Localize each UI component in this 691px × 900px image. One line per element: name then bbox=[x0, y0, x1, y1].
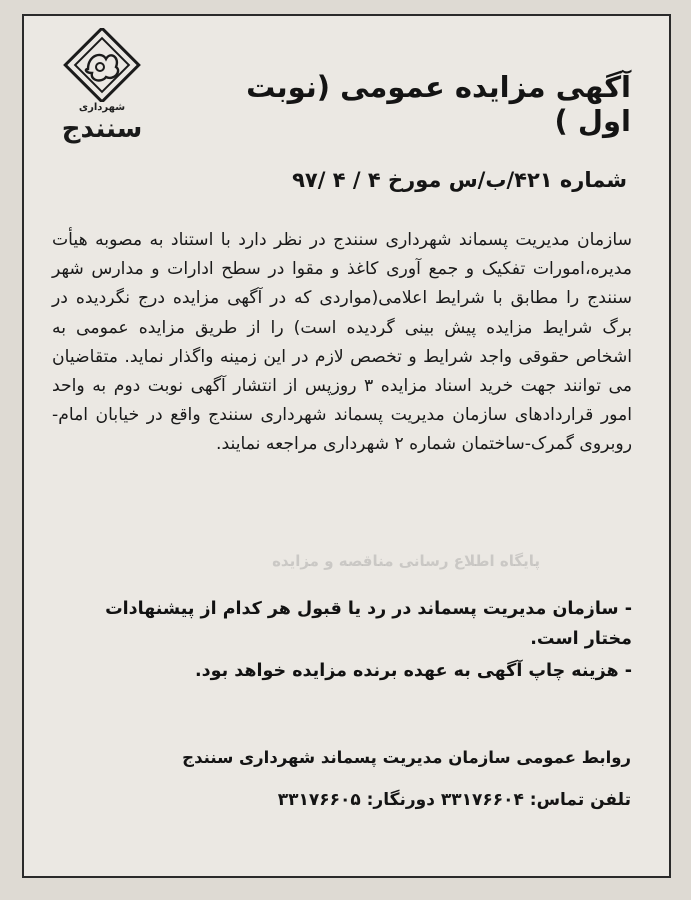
watermark-text: پایگاه اطلاع رسانی مناقصه و مزایده bbox=[272, 552, 540, 570]
footer-organization: روابط عمومی سازمان مدیریت پسماند شهرداری سنندج bbox=[182, 748, 631, 767]
footer-contact: تلفن تماس: ۳۳۱۷۶۶۰۴ دورنگار: ۳۳۱۷۶۶۰۵ bbox=[277, 790, 631, 810]
ad-conditions bbox=[52, 594, 632, 688]
ad-body-paragraph: سازمان مدیریت پسماند شهرداری سنندج در نظر دارد با استناد به مصوبه هیأت مدیره،امورات تفکیک و جمع آوری کاغذ و مقوا در سطح ادارات و مدارس شهر سنندج را مطابق با شرایط اعلامی(مواردی که در آگهی مزایده درج نگردیده در برگ شرایط مزایده پیش بینی گردیده است) را از طریق مزایده عمومی به اشخاص حقوقی واجد شرایط و تخصص لازم در این زمینه واگذار نماید. متقاضیان می توانند جهت خرید اسناد مزایده ۳ روزپس از انتشار آگهی نوبت دوم به واحد امور قراردادهای سازمان مدیریت پسماند شهرداری سنندج واقع در خیابان امام-روبروی گمرک-ساختمان شماره ۲ شهرداری مراجعه نمایند. bbox=[52, 230, 633, 455]
condition-item: - سازمان مدیریت پسماند در رد یا قبول هر کدام از پیشنهادات مختار است. bbox=[105, 599, 632, 649]
condition-item: - هزینه چاپ آگهی به عهده برنده مزایده خواهد بود. bbox=[195, 661, 632, 681]
logo-emblem-icon bbox=[46, 28, 158, 102]
ad-number-date: شماره ۴۲۱/ب/س مورخ ۴ / ۴ /۹۷ bbox=[292, 168, 627, 192]
ad-title: آگهی مزایده عمومی (نوبت اول ) bbox=[246, 70, 631, 138]
logo-wordmark: سنندج bbox=[61, 114, 143, 144]
logo-caption: شهرداری bbox=[78, 102, 126, 113]
municipality-logo bbox=[46, 28, 158, 148]
